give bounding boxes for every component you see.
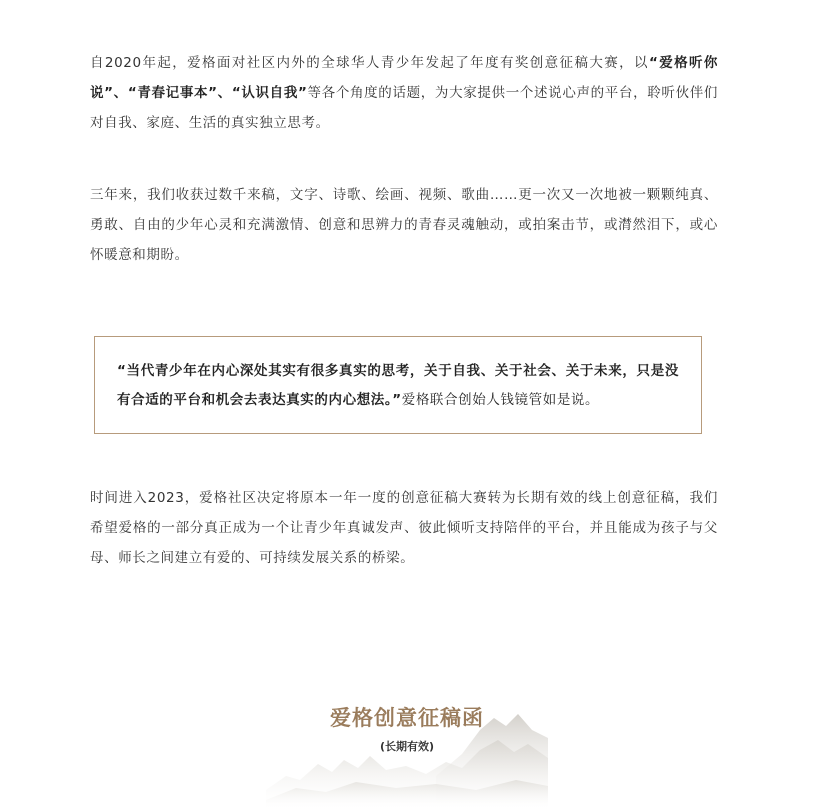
three-years-paragraph: 三年来，我们收获过数千来稿，文字、诗歌、绘画、视频、歌曲……更一次又一次地被一颗颗纯真、勇敢、自由的少年心灵和充满激情、创意和思辨力的青春灵魂触动，或拍案击节，或潸然泪下，或心怀暖意和期盼。 (90, 187, 718, 263)
banner-subtitle: (长期有效) (379, 740, 435, 753)
intro-paragraph (90, 48, 718, 138)
banner-title: 爱格创意征稿函 (330, 706, 484, 730)
quote-box (94, 336, 702, 434)
article-body (90, 48, 718, 270)
call-for-submissions-banner (266, 680, 548, 810)
intro-text-start: 自2020年起，爱格面对社区内外的全球华人青少年发起了年度有奖创意征稿大赛，以 (90, 55, 649, 71)
year-2023-paragraph: 时间进入2023，爱格社区决定将原本一年一度的创意征稿大赛转为长期有效的线上创意征稿，我们希望爱格的一部分真正成为一个让青少年真诚发声、彼此倾听支持陪伴的平台，并且能成为孩子与父母、师长之间建立有爱的、可持续发展关系的桥梁。 (90, 490, 718, 566)
quote-bold: “当代青少年在内心深处其实有很多真实的思考，关于自我、关于社会、关于未来，只是没有合适的平台和机会去表达真实的内心想法。” (117, 363, 679, 408)
intro-topics-bold: “爱格听你说”、“青春记事本”、“认识自我” (90, 55, 718, 101)
intro-text-end: 等各个角度的话题，为大家提供一个述说心声的平台，聆听伙伴们对自我、家庭、生活的真实独立思考。 (90, 85, 718, 131)
quote-text (117, 357, 679, 415)
quote-attribution: 爱格联合创始人钱镜管如是说。 (401, 392, 600, 408)
